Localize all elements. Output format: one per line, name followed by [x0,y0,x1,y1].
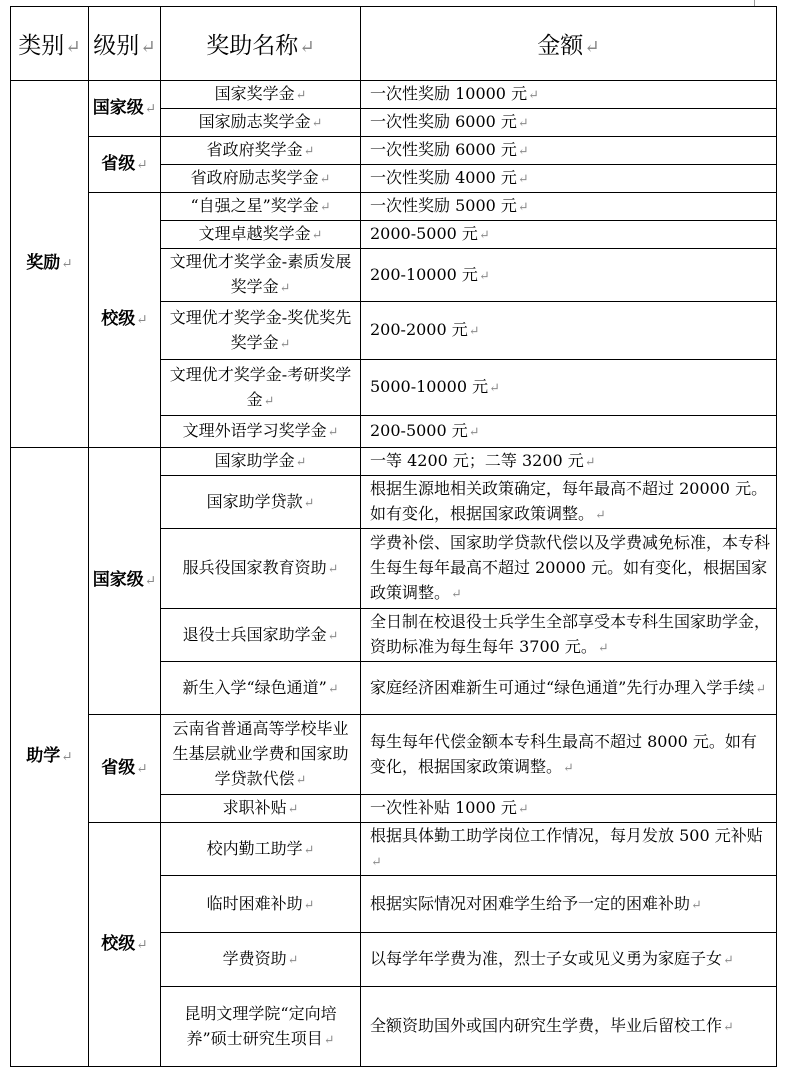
paragraph-mark: ↵ [311,116,323,131]
award-name-cell: 国家奖学金↵ [161,81,361,109]
paragraph-mark: ↵ [295,455,307,470]
paragraph-mark: ↵ [597,641,609,656]
award-name-cell: 昆明文理学院“定向培养”硕士研究生项目↵ [161,987,361,1067]
paragraph-mark: ↵ [136,760,148,777]
paragraph-mark: ↵ [755,681,767,697]
category-cell: 奖励↵ [11,81,89,448]
paragraph-mark: ↵ [451,587,462,602]
scholarship-table [10,6,777,1067]
paragraph-mark: ↵ [723,1020,734,1035]
amount-cell: 200-2000 元↵ [361,302,777,360]
award-name-cell: 文理优才奖学金-素质发展奖学金↵ [161,249,361,302]
amount-cell: 根据实际情况对困难学生给予一定的困难补助↵ [361,876,777,933]
paragraph-mark: ↵ [489,381,500,396]
award-name-cell: 文理外语学习奖学金↵ [161,416,361,448]
amount-cell: 一次性奖励 10000 元↵ [361,81,777,109]
paragraph-mark: ↵ [323,1032,335,1048]
award-name-cell: 退役士兵国家助学金↵ [161,609,361,662]
amount-cell: 全额资助国外或国内研究生学费，毕业后留校工作↵ [361,987,777,1067]
table-row [11,193,777,221]
header-award-name: 奖助名称↵ [161,7,361,81]
paragraph-mark: ↵ [327,425,339,440]
amount-cell: 每生每年代偿金额本专科生最高不超过 8000 元。如有变化，根据国家政策调整。↵ [361,715,777,795]
table-row [11,137,777,165]
table-row [11,448,777,476]
paragraph-mark: ↵ [61,749,73,765]
paragraph-mark: ↵ [136,156,148,173]
paragraph-mark: ↵ [517,144,529,159]
level-cell: 国家级↵ [89,448,161,715]
paragraph-mark: ↵ [144,573,157,589]
award-name-cell: 国家助学贷款↵ [161,476,361,529]
paragraph-mark: ↵ [371,855,382,870]
category-cell: 助学↵ [11,448,89,1067]
award-name-cell: 云南省普通高等学校毕业生基层就业学费和国家助学贷款代偿↵ [161,715,361,795]
paragraph-mark: ↵ [517,200,529,215]
header-row [11,7,777,81]
amount-cell: 以每学年学费为准，烈士子女或见义勇为家庭子女↵ [361,933,777,987]
level-cell: 国家级↵ [89,81,161,137]
paragraph-mark: ↵ [136,936,148,953]
paragraph-mark: ↵ [61,256,73,272]
award-name-cell: 新生入学“绿色通道”↵ [161,662,361,715]
amount-cell: 一次性奖励 4000 元↵ [361,165,777,193]
paragraph-mark: ↵ [319,200,331,215]
paragraph-mark: ↵ [584,455,596,470]
amount-cell: 200-10000 元↵ [361,249,777,302]
award-name-cell: 省政府励志奖学金↵ [161,165,361,193]
paragraph-mark: ↵ [319,172,331,187]
paragraph-mark: ↵ [303,495,315,511]
paragraph-mark: ↵ [295,88,307,103]
document-page [10,6,777,1067]
amount-cell: 2000-5000 元↵ [361,221,777,249]
amount-cell: 一次性奖励 6000 元↵ [361,109,777,137]
award-name-cell: 省政府奖学金↵ [161,137,361,165]
award-name-cell: 文理卓越奖学金↵ [161,221,361,249]
paragraph-mark: ↵ [311,228,323,243]
paragraph-mark: ↵ [295,773,307,788]
award-name-cell: 临时困难补助↵ [161,876,361,933]
table-row [11,823,777,876]
paragraph-mark: ↵ [517,172,529,187]
amount-cell: 根据生源地相关政策确定，每年最高不超过 20000 元。如有变化，根据国家政策调整。↵ [361,476,777,529]
paragraph-mark: ↵ [263,393,275,409]
paragraph-mark: ↵ [563,760,574,776]
paragraph-mark: ↵ [595,508,606,523]
paragraph-mark: ↵ [517,116,529,131]
amount-cell: 根据具体勤工助学岗位工作情况，每月发放 500 元补贴↵ [361,823,777,876]
table-row [11,715,777,795]
paragraph-mark: ↵ [279,281,291,296]
level-cell: 校级↵ [89,193,161,448]
paragraph-mark: ↵ [327,681,339,697]
level-cell: 省级↵ [89,137,161,193]
paragraph-mark: ↵ [136,312,148,328]
award-name-cell: 国家励志奖学金↵ [161,109,361,137]
award-name-cell: 文理优才奖学金-奖优奖先奖学金↵ [161,302,361,360]
paragraph-mark: ↵ [287,953,299,968]
amount-cell: 全日制在校退役士兵学生全部享受本专科生国家助学金，资助标准为每生每年 3700 元。↵ [361,609,777,662]
table-row [11,81,777,109]
paragraph-mark: ↵ [478,228,490,243]
amount-cell: 学费补偿、国家助学贷款代偿以及学费减免标准，本专科生每生每年最高不超过 20000 元。如有变化，根据国家政策调整。↵ [361,529,777,609]
paragraph-mark: ↵ [327,628,339,644]
level-cell: 校级↵ [89,823,161,1067]
amount-cell: 一次性奖励 5000 元↵ [361,193,777,221]
amount-cell: 一次性补贴 1000 元↵ [361,795,777,823]
paragraph-mark: ↵ [303,897,315,913]
header-category: 类别↵ [11,7,89,81]
award-name-cell: 文理优才奖学金-考研奖学金↵ [161,360,361,416]
paragraph-mark: ↵ [327,562,339,577]
award-name-cell: 校内勤工助学↵ [161,823,361,876]
award-name-cell: “自强之星”奖学金↵ [161,193,361,221]
paragraph-mark: ↵ [468,324,480,339]
paragraph-mark: ↵ [144,100,157,117]
paragraph-mark: ↵ [723,953,734,968]
paragraph-mark: ↵ [303,144,315,159]
paragraph-mark: ↵ [468,425,480,440]
paragraph-mark: ↵ [478,268,490,284]
paragraph-mark: ↵ [287,802,299,817]
header-level: 级别↵ [89,7,161,81]
paragraph-mark: ↵ [279,336,291,352]
amount-cell: 200-5000 元↵ [361,416,777,448]
amount-cell: 一次性奖励 6000 元↵ [361,137,777,165]
amount-cell: 一等 4200 元；二等 3200 元↵ [361,448,777,476]
level-cell: 省级↵ [89,715,161,823]
amount-cell: 5000-10000 元↵ [361,360,777,416]
paragraph-mark: ↵ [303,842,315,858]
award-name-cell: 求职补贴↵ [161,795,361,823]
award-name-cell: 学费资助↵ [161,933,361,987]
paragraph-mark: ↵ [528,88,539,103]
amount-cell: 家庭经济困难新生可通过“绿色通道”先行办理入学手续↵ [361,662,777,715]
award-name-cell: 服兵役国家教育资助↵ [161,529,361,609]
paragraph-mark: ↵ [517,802,529,817]
award-name-cell: 国家助学金↵ [161,448,361,476]
header-amount: 金额↵ [361,7,777,81]
paragraph-mark: ↵ [691,897,702,913]
